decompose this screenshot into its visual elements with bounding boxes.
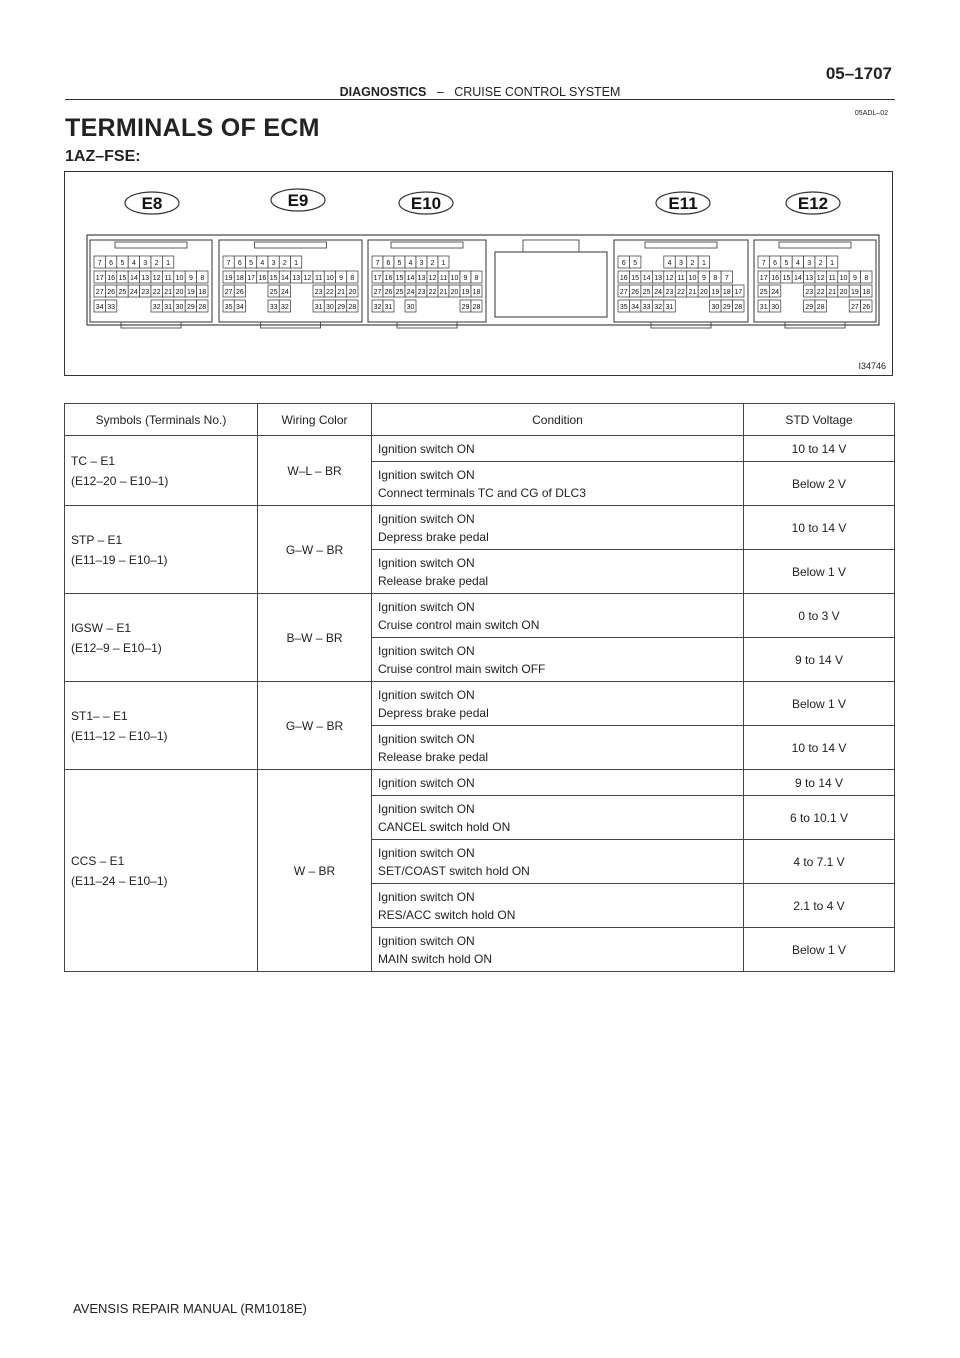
terminal-number: 28 bbox=[734, 304, 743, 311]
terminal-number: 11 bbox=[164, 275, 172, 282]
terminal-number: 10 bbox=[450, 275, 459, 282]
terminal-number: 27 bbox=[95, 289, 104, 296]
header-symbols: Symbols (Terminals No.) bbox=[65, 404, 258, 436]
condition-line-2: Depress brake pedal bbox=[378, 705, 489, 720]
terminal-number: 12 bbox=[152, 275, 161, 282]
voltage-cell: Below 1 V bbox=[744, 550, 895, 594]
terminal-number: 34 bbox=[235, 304, 244, 311]
condition-line-1: Ignition switch ON bbox=[378, 933, 475, 948]
condition-line-1: Ignition switch ON bbox=[378, 775, 475, 790]
terminal-number: 6 bbox=[109, 260, 114, 267]
condition-line-1: Ignition switch ON bbox=[378, 731, 475, 746]
terminal-number: 20 bbox=[700, 289, 708, 296]
terminal-number: 7 bbox=[375, 260, 380, 267]
wiring-color-cell: G–W – BR bbox=[258, 682, 372, 770]
condition-line-2: Depress brake pedal bbox=[378, 529, 489, 544]
terminal-number: 16 bbox=[384, 275, 393, 282]
terminal-number: 14 bbox=[406, 275, 415, 282]
condition-cell bbox=[372, 462, 744, 506]
terminal-number: 10 bbox=[325, 275, 334, 282]
terminal-number: 24 bbox=[771, 289, 779, 296]
symbol-cell bbox=[65, 770, 258, 972]
terminal-number: 35 bbox=[224, 304, 233, 311]
terminal-number: 30 bbox=[175, 304, 184, 311]
condition-line-2: RES/ACC switch hold ON bbox=[378, 907, 516, 922]
terminal-number: 25 bbox=[118, 289, 127, 296]
section-header bbox=[0, 85, 960, 99]
figure-code: I34746 bbox=[858, 361, 886, 371]
terminal-number: 22 bbox=[325, 289, 334, 296]
terminal-number: 31 bbox=[384, 304, 393, 311]
terminal-number: 6 bbox=[237, 260, 242, 267]
terminal-number: 13 bbox=[141, 275, 150, 282]
terminal-number: 27 bbox=[373, 289, 382, 296]
condition-line-2: Release brake pedal bbox=[378, 573, 489, 588]
table-row bbox=[65, 506, 895, 550]
condition-cell bbox=[372, 726, 744, 770]
terminal-number: 31 bbox=[164, 304, 172, 311]
voltage-cell: Below 1 V bbox=[744, 682, 895, 726]
condition-line-1: Ignition switch ON bbox=[378, 845, 475, 860]
terminal-number: 19 bbox=[851, 289, 859, 296]
terminal-number: 14 bbox=[642, 275, 651, 282]
voltage-cell: 9 to 14 V bbox=[744, 770, 895, 796]
condition-line-1: Ignition switch ON bbox=[378, 801, 475, 816]
terminal-number: 31 bbox=[759, 304, 768, 311]
terminal-number: 32 bbox=[654, 304, 662, 311]
connector-lock-tab bbox=[645, 242, 717, 248]
terminal-numbers: (E11–19 – E10–1) bbox=[71, 552, 168, 567]
voltage-cell: Below 1 V bbox=[744, 928, 895, 972]
terminal-number: 1 bbox=[166, 260, 171, 267]
terminal-number: 22 bbox=[152, 289, 161, 296]
header-voltage: STD Voltage bbox=[744, 404, 895, 436]
connector-lock-tab bbox=[779, 242, 851, 248]
terminal-number: 17 bbox=[95, 275, 104, 282]
condition-line-2: Connect terminals TC and CG of DLC3 bbox=[378, 485, 586, 500]
terminal-number: 23 bbox=[665, 289, 674, 296]
header-wiring: Wiring Color bbox=[258, 404, 372, 436]
terminal-number: 12 bbox=[816, 275, 825, 282]
terminal-number: 2 bbox=[818, 260, 823, 267]
terminal-number: 9 bbox=[701, 275, 706, 282]
terminal-number: 34 bbox=[95, 304, 104, 311]
terminal-number: 16 bbox=[619, 275, 628, 282]
terminal-number: 14 bbox=[794, 275, 802, 282]
engine-subtitle: 1AZ–FSE: bbox=[65, 148, 141, 165]
condition-line-1: Ignition switch ON bbox=[378, 555, 475, 570]
connector-diagram bbox=[65, 172, 891, 374]
terminal-number: 12 bbox=[665, 275, 674, 282]
terminal-number: 2 bbox=[282, 260, 287, 267]
terminal-number: 4 bbox=[408, 260, 413, 267]
symbol-cell bbox=[65, 682, 258, 770]
header-condition: Condition bbox=[372, 404, 744, 436]
terminal-number: 9 bbox=[852, 275, 857, 282]
terminal-number: 22 bbox=[816, 289, 825, 296]
terminal-number: 28 bbox=[348, 304, 357, 311]
voltage-cell: Below 2 V bbox=[744, 462, 895, 506]
condition-line-1: Ignition switch ON bbox=[378, 889, 475, 904]
terminal-number: 12 bbox=[428, 275, 437, 282]
terminal-number: 22 bbox=[428, 289, 437, 296]
terminal-number: 33 bbox=[107, 304, 115, 311]
terminal-number: 18 bbox=[198, 289, 207, 296]
condition-cell bbox=[372, 682, 744, 726]
terminal-number: 11 bbox=[828, 275, 836, 282]
terminal-number: 4 bbox=[667, 260, 672, 267]
terminal-number: 24 bbox=[654, 289, 662, 296]
terminal-number: 9 bbox=[188, 275, 193, 282]
page-number: 05–1707 bbox=[825, 64, 892, 83]
voltage-cell: 6 to 10.1 V bbox=[744, 796, 895, 840]
terminal-number: 26 bbox=[384, 289, 393, 296]
ecm-connector-figure bbox=[64, 171, 893, 376]
terminal-number: 32 bbox=[152, 304, 161, 311]
condition-cell bbox=[372, 436, 744, 462]
terminal-number: 18 bbox=[472, 289, 481, 296]
terminal-number: 30 bbox=[771, 304, 779, 311]
terminal-number: 15 bbox=[269, 275, 278, 282]
terminal-number: 1 bbox=[441, 260, 446, 267]
terminal-number: 24 bbox=[130, 289, 138, 296]
condition-cell bbox=[372, 928, 744, 972]
terminal-numbers: (E11–24 – E10–1) bbox=[71, 873, 168, 888]
terminal-number: 10 bbox=[839, 275, 848, 282]
voltage-cell: 10 to 14 V bbox=[744, 436, 895, 462]
terminal-number: 23 bbox=[805, 289, 814, 296]
terminal-number: 17 bbox=[247, 275, 256, 282]
condition-line-1: Ignition switch ON bbox=[378, 687, 475, 702]
symbol-cell bbox=[65, 594, 258, 682]
subsection-name: CRUISE CONTROL SYSTEM bbox=[454, 85, 621, 99]
terminal-number: 20 bbox=[175, 289, 184, 296]
condition-line-2: Cruise control main switch ON bbox=[378, 617, 540, 632]
terminal-number: 16 bbox=[771, 275, 779, 282]
terminal-number: 2 bbox=[430, 260, 435, 267]
terminal-number: 15 bbox=[118, 275, 127, 282]
condition-cell bbox=[372, 796, 744, 840]
symbol-name: TC – E1 bbox=[71, 453, 116, 468]
ecm-center-tab bbox=[523, 240, 579, 252]
terminal-number: 13 bbox=[417, 275, 426, 282]
terminal-number: 5 bbox=[120, 260, 125, 267]
condition-line-1: Ignition switch ON bbox=[378, 643, 475, 658]
section-name: DIAGNOSTICS bbox=[339, 85, 427, 99]
symbol-name: CCS – E1 bbox=[71, 853, 125, 868]
terminal-number: 29 bbox=[337, 304, 346, 311]
terminal-number: 30 bbox=[406, 304, 415, 311]
connector-label: E10 bbox=[410, 194, 442, 213]
condition-line-2: SET/COAST switch hold ON bbox=[378, 863, 530, 878]
terminal-number: 35 bbox=[619, 304, 628, 311]
terminal-number: 5 bbox=[397, 260, 402, 267]
terminal-number: 19 bbox=[711, 289, 720, 296]
terminal-number: 12 bbox=[303, 275, 312, 282]
voltage-cell: 2.1 to 4 V bbox=[744, 884, 895, 928]
terminal-number: 9 bbox=[463, 275, 468, 282]
voltage-cell: 4 to 7.1 V bbox=[744, 840, 895, 884]
table-row bbox=[65, 770, 895, 796]
table-row bbox=[65, 682, 895, 726]
terminal-number: 21 bbox=[337, 289, 346, 296]
terminal-number: 21 bbox=[164, 289, 172, 296]
terminal-number: 26 bbox=[107, 289, 115, 296]
terminal-number: 1 bbox=[701, 260, 706, 267]
terminal-number: 3 bbox=[143, 260, 148, 267]
page-title: TERMINALS OF ECM bbox=[65, 114, 320, 142]
terminal-number: 7 bbox=[97, 260, 102, 267]
terminal-number: 28 bbox=[198, 304, 207, 311]
terminal-number: 30 bbox=[325, 304, 334, 311]
voltage-cell: 10 to 14 V bbox=[744, 726, 895, 770]
terminal-number: 4 bbox=[260, 260, 265, 267]
terminal-number: 8 bbox=[200, 275, 205, 282]
terminal-number: 1 bbox=[830, 260, 835, 267]
terminal-number: 23 bbox=[141, 289, 150, 296]
terminal-number: 24 bbox=[406, 289, 415, 296]
terminal-number: 22 bbox=[677, 289, 685, 296]
terminal-number: 5 bbox=[784, 260, 789, 267]
terminal-number: 28 bbox=[816, 304, 825, 311]
terminal-number: 18 bbox=[862, 289, 871, 296]
terminal-number: 17 bbox=[373, 275, 382, 282]
condition-line-2: Cruise control main switch OFF bbox=[378, 661, 546, 676]
terminal-number: 4 bbox=[795, 260, 800, 267]
condition-line-1: Ignition switch ON bbox=[378, 511, 475, 526]
condition-cell bbox=[372, 638, 744, 682]
terminal-number: 2 bbox=[154, 260, 159, 267]
terminal-number: 29 bbox=[722, 304, 731, 311]
terminal-number: 8 bbox=[474, 275, 479, 282]
terminal-number: 8 bbox=[713, 275, 718, 282]
condition-line-1: Ignition switch ON bbox=[378, 599, 475, 614]
symbol-cell bbox=[65, 506, 258, 594]
terminal-number: 3 bbox=[679, 260, 683, 267]
terminal-number: 6 bbox=[773, 260, 778, 267]
terminal-number: 8 bbox=[350, 275, 355, 282]
terminal-number: 3 bbox=[807, 260, 812, 267]
terminal-number: 13 bbox=[805, 275, 814, 282]
symbol-name: STP – E1 bbox=[71, 532, 123, 547]
terminal-number: 34 bbox=[631, 304, 640, 311]
terminal-number: 25 bbox=[642, 289, 651, 296]
terminal-number: 18 bbox=[235, 275, 244, 282]
terminal-number: 19 bbox=[461, 289, 470, 296]
terminal-number: 19 bbox=[187, 289, 195, 296]
terminal-number: 13 bbox=[292, 275, 301, 282]
condition-cell bbox=[372, 594, 744, 638]
terminal-number: 32 bbox=[280, 304, 289, 311]
terminal-number: 19 bbox=[224, 275, 233, 282]
terminal-number: 5 bbox=[249, 260, 254, 267]
terminal-number: 3 bbox=[271, 260, 276, 267]
terminal-number: 20 bbox=[348, 289, 357, 296]
terminal-numbers: (E12–9 – E10–1) bbox=[71, 640, 162, 655]
terminal-number: 10 bbox=[688, 275, 697, 282]
terminal-number: 21 bbox=[688, 289, 697, 296]
voltage-cell: 0 to 3 V bbox=[744, 594, 895, 638]
symbol-name: ST1– – E1 bbox=[71, 708, 128, 723]
terminal-number: 1 bbox=[294, 260, 299, 267]
terminal-number: 30 bbox=[711, 304, 720, 311]
voltage-cell: 10 to 14 V bbox=[744, 506, 895, 550]
terminal-number: 11 bbox=[439, 275, 448, 282]
terminal-number: 17 bbox=[734, 289, 743, 296]
document-code: 05ADL–02 bbox=[854, 110, 888, 117]
terminal-number: 15 bbox=[395, 275, 404, 282]
terminal-number: 31 bbox=[314, 304, 323, 311]
header-rule bbox=[65, 99, 895, 100]
connector-lock-tab bbox=[391, 242, 463, 248]
terminal-number: 26 bbox=[631, 289, 640, 296]
terminal-number: 11 bbox=[314, 275, 323, 282]
table-row bbox=[65, 436, 895, 462]
condition-cell bbox=[372, 884, 744, 928]
terminal-number: 5 bbox=[633, 260, 638, 267]
terminal-number: 21 bbox=[439, 289, 448, 296]
connector-label: E8 bbox=[141, 194, 163, 213]
terminal-number: 3 bbox=[419, 260, 424, 267]
condition-line-1: Ignition switch ON bbox=[378, 441, 475, 456]
condition-cell bbox=[372, 840, 744, 884]
terminal-number: 11 bbox=[677, 275, 685, 282]
terminal-number: 29 bbox=[805, 304, 814, 311]
terminal-number: 20 bbox=[839, 289, 848, 296]
terminal-number: 6 bbox=[621, 260, 626, 267]
terminal-number: 8 bbox=[864, 275, 869, 282]
terminal-number: 7 bbox=[761, 260, 766, 267]
condition-line-1: Ignition switch ON bbox=[378, 467, 475, 482]
terminal-spec-table bbox=[64, 403, 895, 972]
connector-label: E9 bbox=[287, 191, 309, 210]
terminal-number: 27 bbox=[619, 289, 628, 296]
terminal-number: 25 bbox=[395, 289, 404, 296]
ecm-center-block bbox=[495, 252, 607, 317]
terminal-number: 25 bbox=[759, 289, 768, 296]
terminal-number: 28 bbox=[472, 304, 481, 311]
terminal-number: 32 bbox=[373, 304, 382, 311]
terminal-number: 27 bbox=[224, 289, 233, 296]
terminal-number: 14 bbox=[130, 275, 138, 282]
terminal-number: 6 bbox=[386, 260, 391, 267]
terminal-number: 16 bbox=[107, 275, 115, 282]
terminal-number: 10 bbox=[175, 275, 184, 282]
terminal-number: 15 bbox=[782, 275, 791, 282]
connector-label: E11 bbox=[668, 194, 698, 213]
condition-cell bbox=[372, 770, 744, 796]
connector-label: E12 bbox=[797, 194, 829, 213]
condition-cell bbox=[372, 550, 744, 594]
terminal-number: 9 bbox=[339, 275, 344, 282]
terminal-number: 29 bbox=[187, 304, 195, 311]
symbol-cell bbox=[65, 436, 258, 506]
condition-line-2: Release brake pedal bbox=[378, 749, 489, 764]
terminal-number: 4 bbox=[131, 260, 136, 267]
terminal-number: 33 bbox=[642, 304, 651, 311]
terminal-numbers: (E11–12 – E10–1) bbox=[71, 728, 168, 743]
terminal-number: 27 bbox=[851, 304, 859, 311]
section-separator: – bbox=[436, 85, 444, 99]
table-header-row bbox=[65, 404, 895, 436]
terminal-number: 23 bbox=[417, 289, 426, 296]
wiring-color-cell: W – BR bbox=[258, 770, 372, 972]
condition-line-2: CANCEL switch hold ON bbox=[378, 819, 511, 834]
terminal-number: 14 bbox=[280, 275, 289, 282]
terminal-number: 24 bbox=[280, 289, 289, 296]
connector-lock-tab bbox=[115, 242, 187, 248]
condition-line-2: MAIN switch hold ON bbox=[378, 951, 493, 966]
wiring-color-cell: G–W – BR bbox=[258, 506, 372, 594]
terminal-number: 13 bbox=[654, 275, 662, 282]
terminal-number: 29 bbox=[461, 304, 470, 311]
terminal-number: 15 bbox=[631, 275, 640, 282]
terminal-number: 17 bbox=[759, 275, 768, 282]
condition-cell bbox=[372, 506, 744, 550]
terminal-number: 2 bbox=[690, 260, 695, 267]
terminal-number: 16 bbox=[258, 275, 267, 282]
table-row bbox=[65, 594, 895, 638]
connector-lock-tab bbox=[255, 242, 327, 248]
wiring-color-cell: B–W – BR bbox=[258, 594, 372, 682]
terminal-numbers: (E12–20 – E10–1) bbox=[71, 473, 169, 488]
terminal-number: 7 bbox=[226, 260, 231, 267]
terminal-number: 18 bbox=[722, 289, 731, 296]
table-body bbox=[65, 436, 895, 972]
terminal-number: 20 bbox=[450, 289, 459, 296]
terminal-number: 25 bbox=[269, 289, 278, 296]
wiring-color-cell: W–L – BR bbox=[258, 436, 372, 506]
symbol-name: IGSW – E1 bbox=[71, 620, 132, 635]
terminal-number: 33 bbox=[269, 304, 278, 311]
terminal-number: 23 bbox=[314, 289, 323, 296]
manual-footer: AVENSIS REPAIR MANUAL (RM1018E) bbox=[73, 1301, 307, 1316]
terminal-number: 26 bbox=[235, 289, 244, 296]
terminal-number: 31 bbox=[665, 304, 674, 311]
voltage-cell: 9 to 14 V bbox=[744, 638, 895, 682]
terminal-number: 26 bbox=[862, 304, 871, 311]
terminal-number: 21 bbox=[828, 289, 836, 296]
terminal-number: 7 bbox=[724, 275, 729, 282]
